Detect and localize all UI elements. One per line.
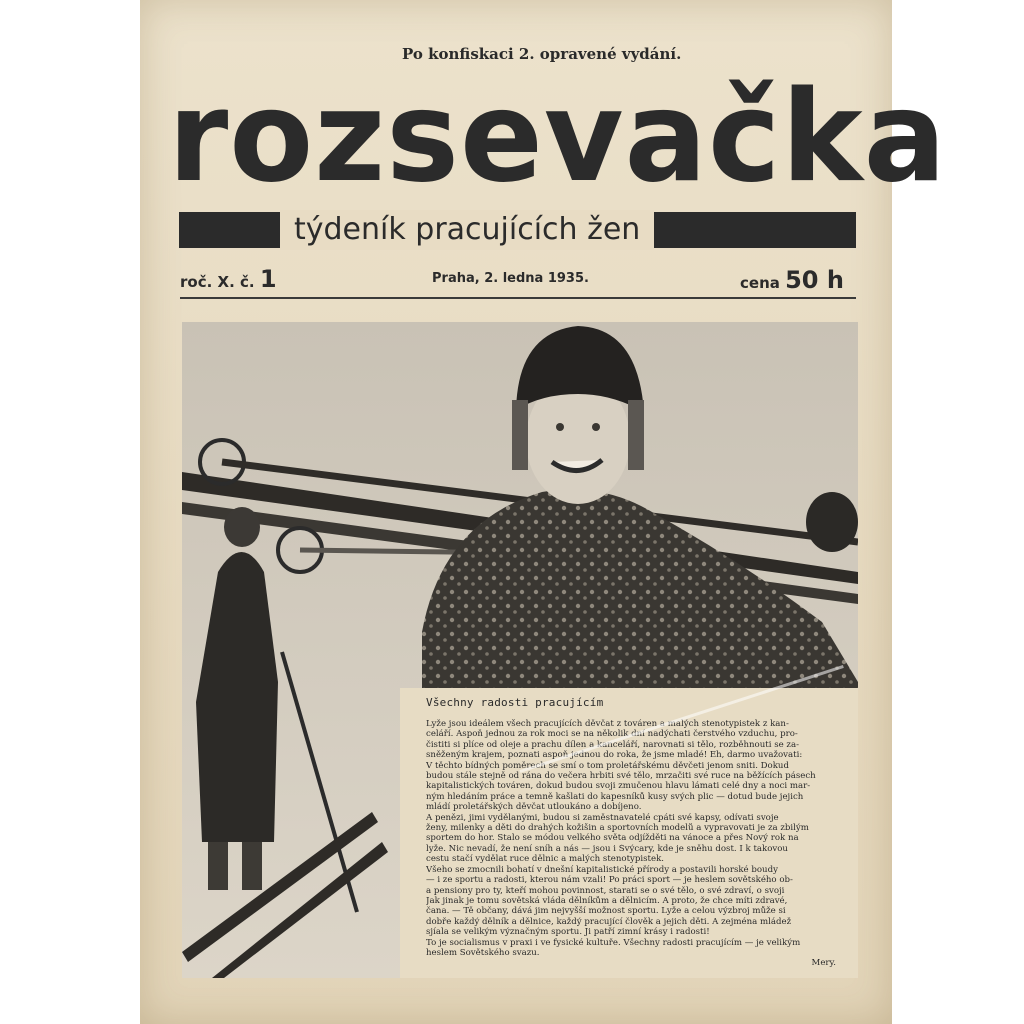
article-line: — i ze sportu a radosti, kterou nám vzali! Po práci sport — je heslem sovětského ob-	[426, 875, 793, 886]
article-headline: Všechny radosti pracujícím	[426, 696, 604, 709]
price-value: 50 h	[785, 266, 844, 294]
dateline: Praha, 2. ledna 1935.	[432, 271, 589, 286]
article-line: Jak jinak je tomu sovětská vláda dělníkům a dělnicím. A proto, že chce míti zdravé,	[426, 895, 788, 906]
article-line: kapitalistických továren, dokud budou svoji zmučenou hlavu lámati celé dny a noci mar-	[426, 781, 811, 792]
article-line: cestu stačí vydělat ruce dělnic a malých stenotypistek.	[426, 854, 665, 865]
price-label: cena	[740, 274, 780, 292]
confiscation-notice: Po konfiskaci 2. opravené vydání.	[402, 45, 682, 63]
issue-info	[180, 265, 277, 293]
article-line: lyže. Nic nevadí, že není sníh a nás — jsou i Švýcary, kde je sněhu dost. I k takovou	[426, 843, 788, 854]
issue-label: roč. X. č.	[180, 273, 255, 291]
article-box	[400, 688, 858, 978]
subtitle: týdeník pracujících žen	[280, 210, 654, 250]
article-line: čistiti si plíce od oleje a prachu dílen a kanceláří, narovnati si tělo, rozběhnouti se za-	[426, 739, 799, 750]
article-line: Všeho se zmocnili bohatí v dnešní kapitalistické přírody a postavili horské boudy	[426, 864, 778, 875]
article-line: ným hledáním práce a temně kašlati do kapesníků kusy svých plic — dotud bude jejich	[426, 791, 804, 802]
article-line: sportem do hor. Stalo se módou velkého světa odjížděti na vánoce a přes Nový rok na	[426, 833, 799, 844]
article-line: To je socialismus v praxi i ve fysické kultuře. Všechny radosti pracujícím — je velikým	[426, 937, 801, 948]
article-line: ženy, milenky a děti do drahých kožišin a sportovních modelů a vypravovati je za zbilým	[426, 823, 809, 834]
article-line: sněženým krajem, poznati aspoň jednou do roka, že jsme mladé! Eh, darmo uvažovati:	[426, 750, 803, 761]
article-line: dobře každý dělník a dělnice, každý pracující člověk a jejich děti. A zejména mládež	[426, 916, 792, 927]
price	[740, 266, 844, 294]
article-line: heslem Sovětského svazu.	[426, 947, 540, 958]
article-line: Lyže jsou ideálem všech pracujících děvčat z továren a malých stenotypistek z kan-	[426, 719, 789, 729]
article-line: sjíala se velikým význačným sportu. Ji patří zimní krásy i radosti!	[426, 927, 710, 938]
article-line: budou stále stejně od rána do večera hrbiti své tělo, mrzačiti své ruce na běžících pásech	[426, 771, 816, 782]
article-line: mládí proletářských děvčat utloukáno a dobíjeno.	[426, 802, 642, 813]
masthead-title: rozsevačka	[168, 63, 948, 210]
article-line: V těchto bídných poměrech se smí o tom proletářskému děvčeti jenom sniti. Dokud	[426, 760, 789, 771]
article-line: celáří. Aspoň jednou za rok moci se na několik dní nadýchati čerstvého vzduchu, pro-	[426, 729, 798, 740]
article-line: čana. — Tě občany, dává jim nejvyšší možnost sportu. Lyže a celou výzbroj může si	[426, 906, 786, 917]
article-line: a pensiony pro ty, kteří mohou povinnost, starati se o své tělo, o své zdraví, o svoji	[426, 885, 785, 896]
issue-number: 1	[259, 265, 277, 293]
header-rule	[180, 297, 856, 299]
article-line: A penězi, jimi vydělanými, budou si zaměstnavatelé cpáti své kapsy, odívati svoje	[426, 812, 779, 823]
article-signoff: Mery.	[811, 958, 836, 968]
